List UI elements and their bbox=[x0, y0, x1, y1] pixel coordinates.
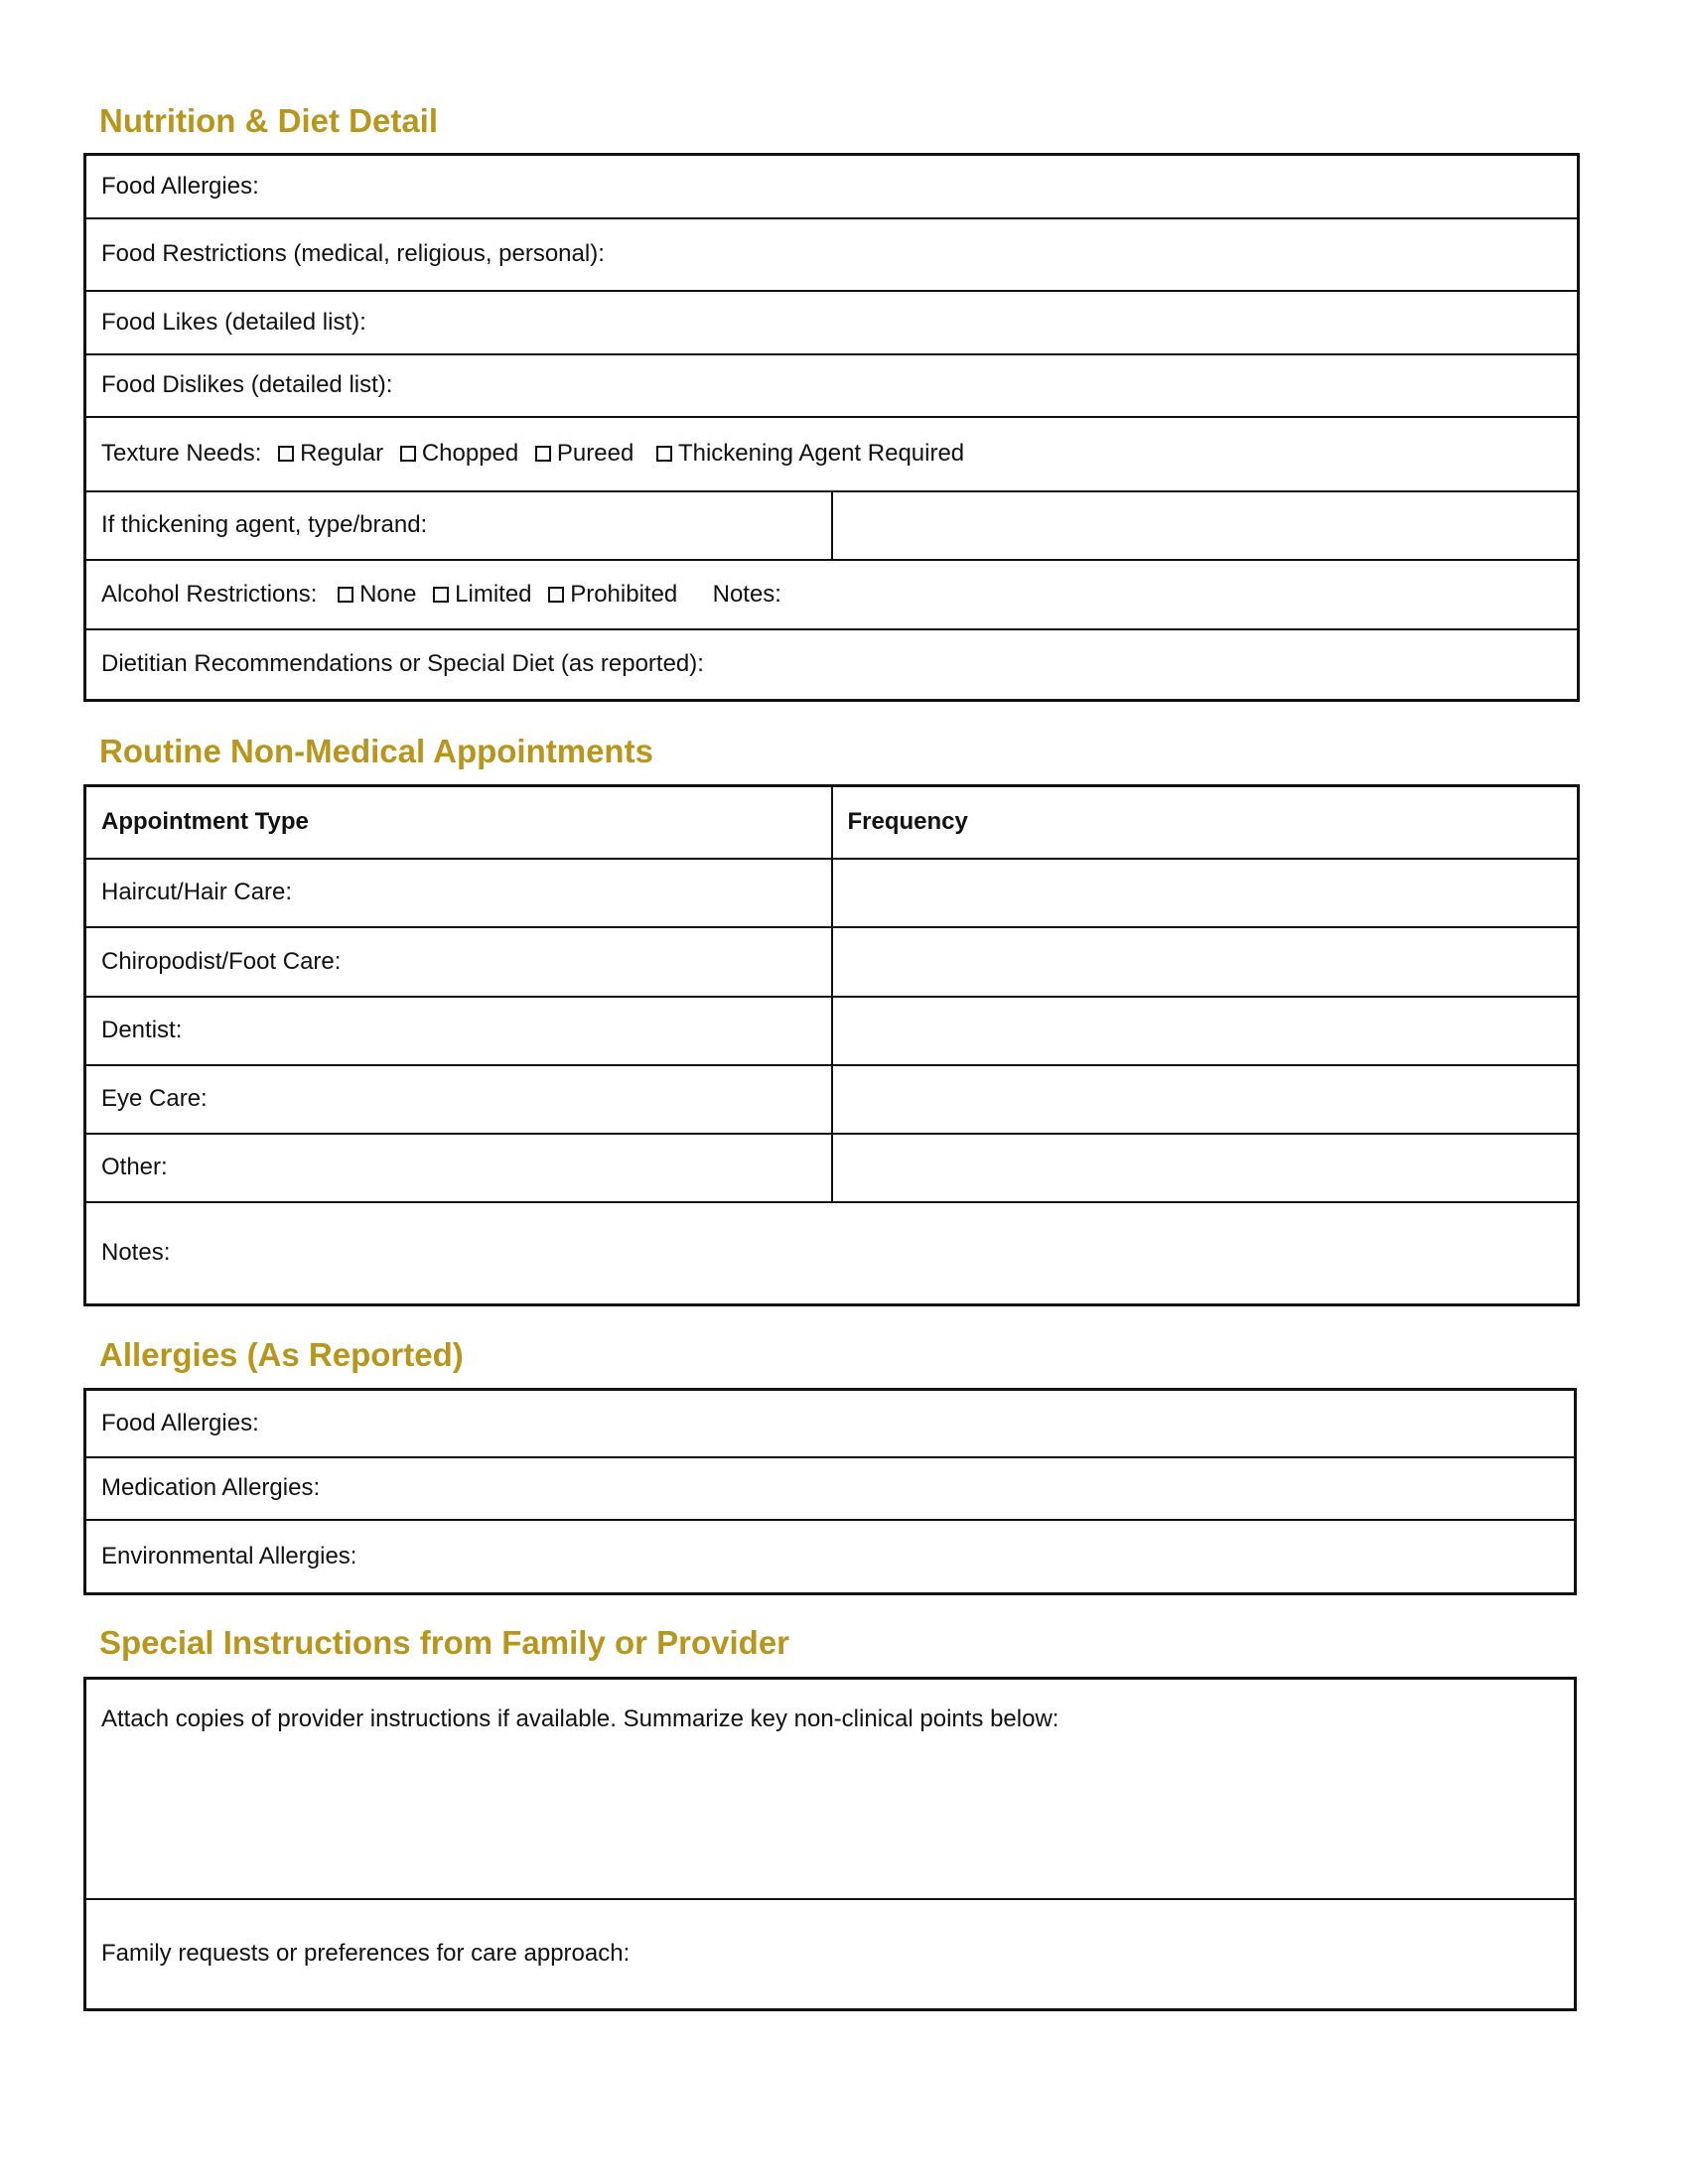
texture-thickening-label: Thickening Agent Required bbox=[677, 440, 965, 467]
thickening-agent-label: If thickening agent, type/brand: bbox=[85, 491, 832, 560]
nutrition-row-dietitian[interactable] bbox=[85, 629, 1579, 701]
appointment-type-dentist: Dentist: bbox=[85, 997, 832, 1065]
appointments-notes-row[interactable] bbox=[85, 1202, 1579, 1305]
food-dislikes-field[interactable]: Food Dislikes (detailed list): bbox=[85, 354, 1579, 417]
alcohol-restrictions-label: Alcohol Restrictions: bbox=[101, 580, 318, 608]
texture-chopped-label: Chopped bbox=[421, 440, 519, 467]
frequency-header: Frequency bbox=[832, 786, 1579, 859]
instructions-section-title: Special Instructions from Family or Provider bbox=[99, 1624, 790, 1661]
nutrition-table bbox=[83, 153, 1580, 702]
appointments-table bbox=[83, 784, 1580, 1306]
appointments-notes-field[interactable]: Notes: bbox=[85, 1202, 1579, 1305]
nutrition-row-texture-needs bbox=[85, 417, 1579, 491]
nutrition-row-food-dislikes[interactable] bbox=[85, 354, 1579, 417]
texture-needs-cell bbox=[85, 417, 1579, 491]
allergy-medication-field[interactable]: Medication Allergies: bbox=[85, 1457, 1576, 1520]
nutrition-row-thickening-agent bbox=[85, 491, 1579, 560]
nutrition-row-food-likes[interactable] bbox=[85, 291, 1579, 354]
family-requests-field[interactable]: Family requests or preferences for care approach: bbox=[85, 1899, 1576, 2010]
alcohol-none-checkbox[interactable] bbox=[338, 587, 353, 603]
alcohol-limited-checkbox[interactable] bbox=[433, 587, 449, 603]
appointment-row bbox=[85, 1065, 1579, 1134]
instructions-attach-row[interactable] bbox=[85, 1679, 1576, 1899]
allergy-row[interactable] bbox=[85, 1390, 1576, 1457]
texture-thickening-checkbox[interactable] bbox=[656, 446, 672, 462]
instructions-family-row[interactable] bbox=[85, 1899, 1576, 2010]
alcohol-prohibited-label: Prohibited bbox=[570, 580, 678, 608]
allergy-environmental-field[interactable]: Environmental Allergies: bbox=[85, 1520, 1576, 1594]
appointments-header-row bbox=[85, 786, 1579, 859]
texture-chopped-checkbox[interactable] bbox=[400, 446, 416, 462]
appointment-row bbox=[85, 1134, 1579, 1202]
appointment-row bbox=[85, 859, 1579, 927]
provider-instructions-field[interactable]: Attach copies of provider instructions if available. Summarize key non-clinical points below: bbox=[85, 1679, 1576, 1899]
texture-pureed-checkbox[interactable] bbox=[535, 446, 551, 462]
nutrition-row-food-restrictions[interactable] bbox=[85, 218, 1579, 291]
nutrition-row-food-allergies[interactable] bbox=[85, 155, 1579, 218]
frequency-input-eye-care[interactable] bbox=[832, 1065, 1579, 1134]
frequency-input-dentist[interactable] bbox=[832, 997, 1579, 1065]
appointments-section-title: Routine Non-Medical Appointments bbox=[99, 733, 653, 769]
dietitian-field[interactable]: Dietitian Recommendations or Special Diet (as reported): bbox=[85, 629, 1579, 701]
appointment-type-header: Appointment Type bbox=[85, 786, 832, 859]
alcohol-none-label: None bbox=[359, 580, 417, 608]
alcohol-prohibited-checkbox[interactable] bbox=[548, 587, 564, 603]
food-likes-field[interactable]: Food Likes (detailed list): bbox=[85, 291, 1579, 354]
allergy-row[interactable] bbox=[85, 1520, 1576, 1594]
allergies-table bbox=[83, 1388, 1577, 1595]
allergy-food-field[interactable]: Food Allergies: bbox=[85, 1390, 1576, 1457]
appointment-type-other: Other: bbox=[85, 1134, 832, 1202]
frequency-input-chiropodist[interactable] bbox=[832, 927, 1579, 997]
texture-regular-label: Regular bbox=[300, 440, 384, 467]
texture-regular-checkbox[interactable] bbox=[278, 446, 294, 462]
texture-needs-label: Texture Needs: bbox=[101, 440, 262, 467]
frequency-input-haircut[interactable] bbox=[832, 859, 1579, 927]
appointment-type-haircut: Haircut/Hair Care: bbox=[85, 859, 832, 927]
appointment-row bbox=[85, 997, 1579, 1065]
thickening-agent-input[interactable] bbox=[832, 491, 1579, 560]
nutrition-section-title: Nutrition & Diet Detail bbox=[99, 102, 439, 139]
instructions-table bbox=[83, 1677, 1577, 2011]
appointment-type-eye-care: Eye Care: bbox=[85, 1065, 832, 1134]
alcohol-limited-label: Limited bbox=[455, 580, 532, 608]
allergy-row[interactable] bbox=[85, 1457, 1576, 1520]
alcohol-restrictions-cell bbox=[85, 560, 1579, 629]
appointment-row bbox=[85, 927, 1579, 997]
frequency-input-other[interactable] bbox=[832, 1134, 1579, 1202]
appointment-type-chiropodist: Chiropodist/Foot Care: bbox=[85, 927, 832, 997]
food-restrictions-field[interactable]: Food Restrictions (medical, religious, personal): bbox=[85, 218, 1579, 291]
nutrition-row-alcohol bbox=[85, 560, 1579, 629]
allergies-section-title: Allergies (As Reported) bbox=[99, 1336, 464, 1373]
food-allergies-field[interactable]: Food Allergies: bbox=[85, 155, 1579, 218]
texture-pureed-label: Pureed bbox=[556, 440, 634, 467]
alcohol-notes-label[interactable]: Notes: bbox=[712, 580, 781, 608]
